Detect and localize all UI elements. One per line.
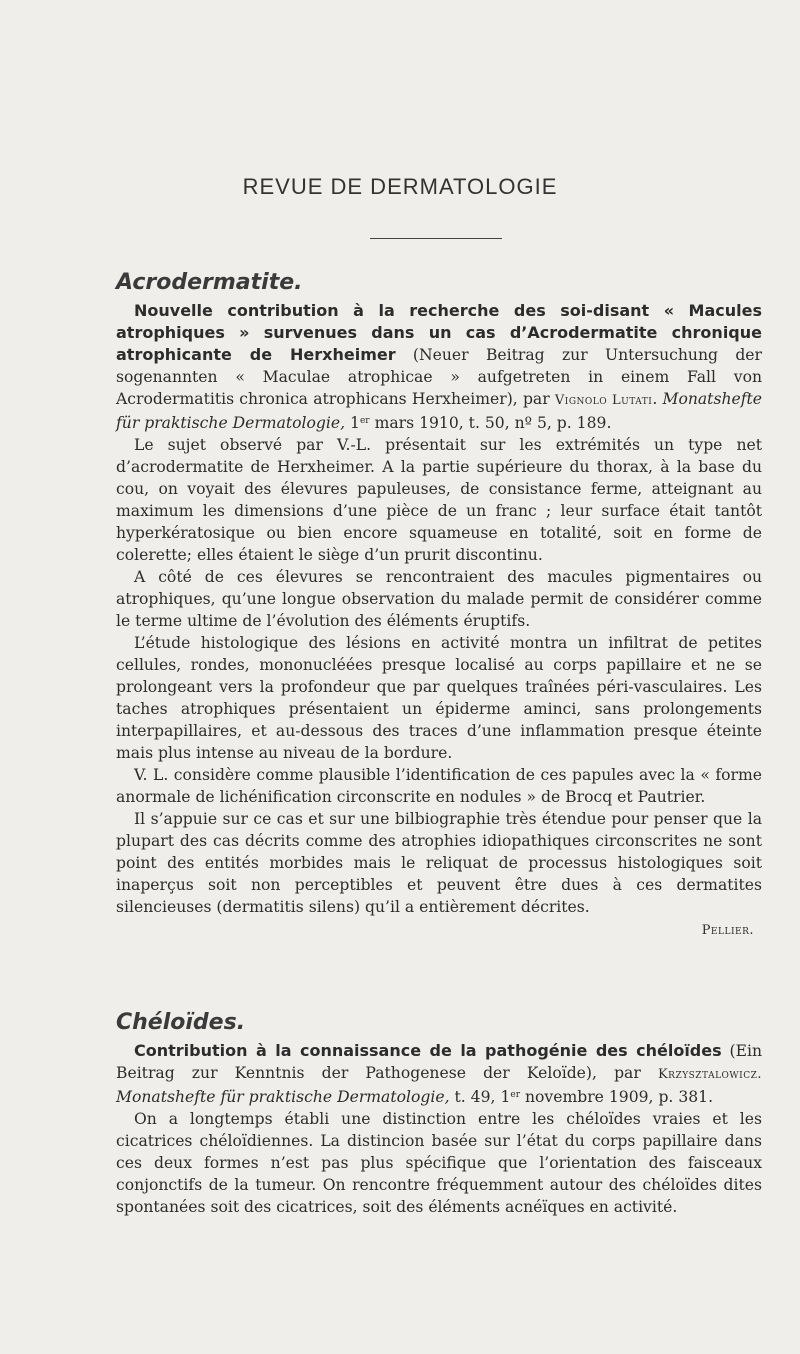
paragraph: A côté de ces élevures se rencontraient des macules pigmentaires ou atrophiques, qu’une longue observation du malade permit de considérer comme le terme ultime de l’évolution des éléments éruptifs. [116, 568, 762, 630]
reference-day: 1 [345, 414, 360, 432]
article-header [116, 1040, 762, 1108]
reference-sup: er [359, 416, 370, 426]
section-heading: Acrodermatite. [116, 270, 303, 295]
reference-sup: er [510, 1090, 521, 1100]
paragraph: L’étude histologique des lésions en activité montra un infiltrat de petites cellules, rondes, mononucléées presque localisé au corps papillaire et ne se prolongeant vers la profondeur que par quelques traînées péri-vasculaires. Les taches atrophiques présentaient un épiderme aminci, sans prolongements interpapillaires, et au-dessous des traces d’une inflammation presque éteinte mais plus intense au niveau de la bordure. [116, 634, 762, 762]
paragraph: Le sujet observé par V.-L. présentait sur les extrémités un type net d’acrodermatite de Herxheimer. A la partie supérieure du thorax, à la base du cou, on voyait des élevures papuleuses, de consistance ferme, atteignant au maximum les dimensions d’une pièce de un franc ; leur surface était tantôt hyperkératosique ou bien encore squameuse en totalité, soit en forme de colerette; elles étaient le siège d’un prurit discontinu. [116, 436, 762, 564]
article-author: Vignolo Lutati [554, 393, 653, 408]
paragraph: V. L. considère comme plausible l’identification de ces papules avec la « forme anormale de lichénification circonscrite en nodules » de Brocq et Pautrier. [116, 766, 762, 806]
paragraph: On a longtemps établi une distinction entre les chéloïdes vraies et les cicatrices chéloïdiennes. La distincion basée sur l’état du corps papillaire dans ces deux formes n’est pas plus spécifique que l’orientation des faisceaux conjonctifs de la tumeur. On rencontre fréquemment autour des chéloïdes dites spontanées soit des cicatrices, soit des éléments acnéïques en activité. [116, 1110, 762, 1216]
article-title: Contribution à la connaissance de la pathogénie des chéloïdes [134, 1041, 722, 1060]
reference-rest: novembre 1909, p. 381. [520, 1088, 714, 1106]
article-author: Krzysztalowicz. [657, 1067, 762, 1082]
section-cheloides [116, 1012, 762, 1218]
journal-name: Monatshefte für praktische Dermatologie, [116, 390, 762, 432]
running-title: REVUE DE DERMATOLOGIE [242, 174, 558, 199]
article-title-translation: (Neuer Beitrag zur Untersuchung der sogenannten « Maculae atrophicae » aufgetreten in einem Fall von Acrodermatitis chronica atrophicans Herxheimer), par [116, 346, 762, 408]
section-acrodermatite [116, 272, 762, 942]
article-title-translation: (Ein Beitrag zur Kenntnis der Pathogenese der Keloïde), par [116, 1042, 762, 1082]
reference-rest: mars 1910, t. 50, nº 5, p. 189. [369, 414, 612, 432]
journal-name: Monatshefte für praktische Dermatologie, [116, 1088, 450, 1106]
signature [116, 918, 762, 942]
title-rule [370, 238, 502, 239]
signature-name: Pellier. [701, 923, 754, 938]
reference-day: t. 49, 1 [449, 1088, 511, 1106]
paragraph: Il s’appuie sur ce cas et sur une bilbiographie très étendue pour penser que la plupart des cas décrits comme des atrophies idiopathiques circonscrites ne sont point des entités morbides mais le reliquat de processus histologiques soit inaperçus soit non perceptibles et peuvent être dues à ces dermatites silencieuses (dermatitis silens) qu’il a entièrement décrites. [116, 810, 762, 916]
article-header: Nouvelle contribution à la recherche des soi-disant « Macules atrophiques » survenues dans un cas d’Acrodermatite chronique atrophicante de Herxheimer (Neuer Beitrag zur Untersuchung der sogenannten « Maculae atrophicae » aufgetreten in einem Fall von Acrodermatitis chronica atrophicans Herxheimer), par Vignolo Lutati. Monatshefte für praktische Dermatologie, 1er mars 1910, t. 50, nº 5, p. 189. [116, 301, 762, 432]
article-title: Nouvelle contribution à la recherche des soi-disant « Macules atrophiques » survenues dans un cas d’Acrodermatite chronique atrophicante de Herxheimer [116, 301, 762, 364]
section-heading: Chéloïdes. [116, 1010, 246, 1035]
